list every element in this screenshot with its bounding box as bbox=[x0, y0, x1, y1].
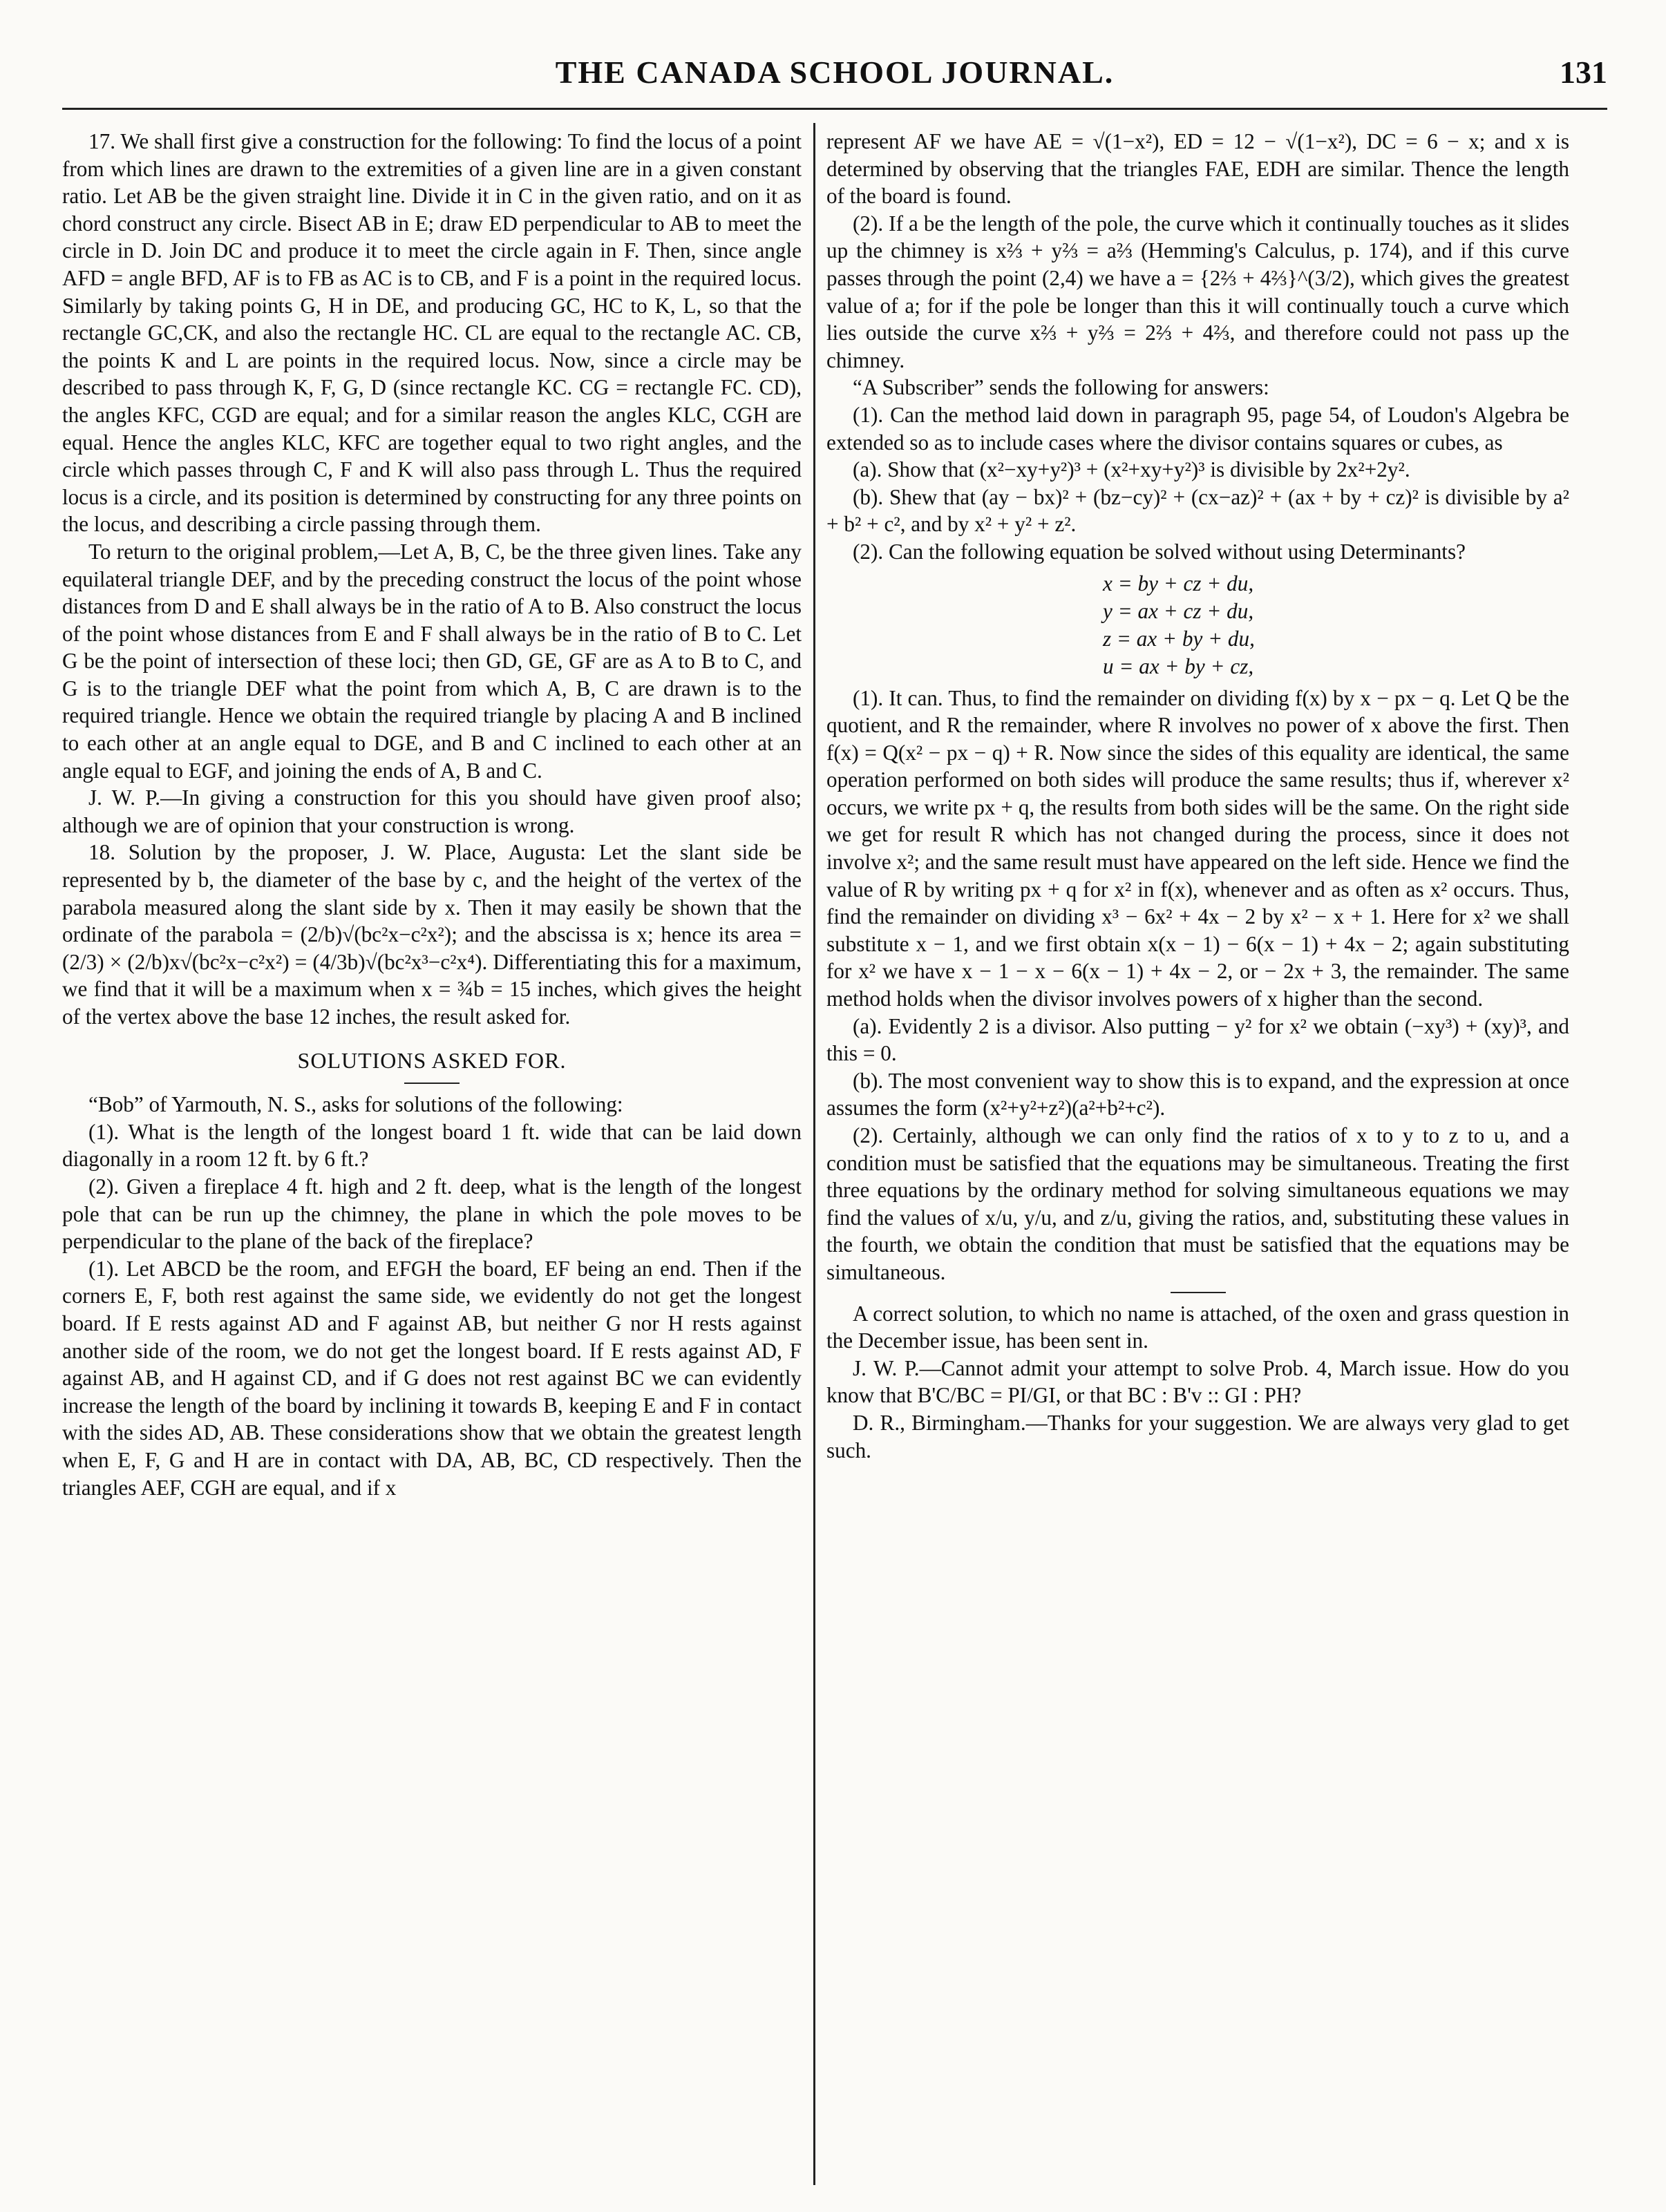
problem-17-text: 17. We shall first give a construction for the following: To find the locus of a point from which lines are drawn to the extremities of a given line are in a given constant ratio. Let AB be the given straight line. Divide it in C in the given ratio, and on it as chord construct any circle. Bisect AB in E; draw ED perpendicular to AB to meet the circle in D. Join DC and produce it to meet the circle again in F. Then, since angle AFD = angle BFD, AF is to FB as AC is to CB, and F is a point in the required locus. Similarly by taking points G, H in DE, and producing GC, HC to K, L, so that the rectangle GC,CK, and also the rectangle HC. CL are equal to the rectangle AC. CB, the points K and L are points in the required locus. Now, since a circle may be described to pass through K, F, G, D (since rectangle KC. CG = rectangle FC. CD), the angles KFC, CGD are equal; and for a similar reason the angles KLC, CGH are equal. Hence the angles KLC, KFC are together equal to two right angles, and the circle which passes through C, F and K will also pass through L. Thus the required locus is a circle, and its position is determined by constructing for any three points on the locus, and describing a circle passing through them. bbox=[62, 129, 802, 537]
bob-request: “Bob” of Yarmouth, N. S., asks for solutions of the following: bbox=[88, 1092, 623, 1117]
equation-line: u = ax + by + cz, bbox=[1103, 654, 1254, 678]
bob-question-1: (1). What is the length of the longest board 1 ft. wide that can be laid down diagonally in a room 12 ft. by 6 ft.? bbox=[62, 1119, 802, 1172]
equation-system bbox=[1103, 570, 1569, 680]
subscriber-question-2: (2). Can the following equation be solved without using Determinants? bbox=[853, 539, 1466, 564]
reply-1b: (b). The most convenient way to show this is to expand, and the expression at once assumes the form (x²+y²+z²)(a²+b²+c²). bbox=[826, 1068, 1569, 1121]
bob-question-2: (2). Given a fireplace 4 ft. high and 2 ft. deep, what is the length of the longest pole that can be run up the chimney, the plane in which the pole moves to be perpendicular to the plane of the back of the fireplace? bbox=[62, 1174, 802, 1254]
subscriber-intro: “A Subscriber” sends the following for answers: bbox=[853, 375, 1269, 400]
answer-1-continued: represent AF we have AE = √(1−x²), ED = 12 − √(1−x²), DC = 6 − x; and x is determined by observing that the triangles FAE, EDH are similar. Thence the length of the board is found. bbox=[826, 129, 1569, 209]
column-divider bbox=[813, 123, 815, 2185]
right-column bbox=[826, 128, 1569, 1464]
subscriber-question-1b: (b). Shew that (ay − bx)² + (bz−cy)² + (cx−az)² + (ax + by + cz)² is divisible by a² + b² + c², and by x² + y² + z². bbox=[826, 484, 1569, 537]
left-column bbox=[62, 128, 802, 1501]
page-header bbox=[62, 54, 1607, 110]
problem-17-continued: To return to the original problem,—Let A, B, C, be the three given lines. Take any equilateral triangle DEF, and by the preceding construct the locus of the point whose distances from D and E shall always be in the ratio of A to B. Also construct the locus of the point whose distances from E and F shall always be in the ratio of B to C. Let G be the point of intersection of these loci; then GD, GE, GF are as A to B to C, and G is to the triangle DEF what the point from which A, B, C are drawn is to the required triangle. Hence we obtain the required triangle by placing A and B inclined to each other at an angle equal to DGE, and B and C inclined to each other at an angle equal to EGF, and joining the ends of A, B and C. bbox=[62, 539, 802, 783]
answer-2: (2). If a be the length of the pole, the curve which it continually touches as it slides up the chimney is x⅔ + y⅔ = a⅔ (Hemming's Calculus, p. 174), and if this curve passes through the point (2,4) we have a = {2⅔ + 4⅔}^(3/2), which gives the greatest value of a; for if the pole be longer than this it will continually touch a curve which lies outside the curve x⅔ + y⅔ = 2⅔ + 4⅔, and therefore could not pass up the chimney. bbox=[826, 211, 1569, 372]
equation-line: z = ax + by + du, bbox=[1103, 626, 1255, 651]
jwp-note: J. W. P.—In giving a construction for this you should have given proof also; although we are of opinion that your construction is wrong. bbox=[62, 785, 802, 837]
problem-18-solution: 18. Solution by the proposer, J. W. Place, Augusta: Let the slant side be represented by b, the diameter of the base by c, and the height of the vertex of the parabola measured along the slant side by x. Then it may easily be shown that the ordinate of the parabola = (2/b)√(bc²x−c²x²); and the abscissa is x; hence its area = (2/3) × (2/b)x√(bc²x−c²x²) = (4/3b)√(bc²x³−c²x⁴). Differentiating this for a maximum, we find that it will be a maximum when x = ¾b = 15 inches, which gives the height of the vertex above the base 12 inches, the result asked for. bbox=[62, 840, 802, 1029]
reply-2: (2). Certainly, although we can only find the ratios of x to y to z to u, and a condition must be satisfied that the equations may be simultaneous. Treating the first three equations by the ordinary method for solving simultaneous equations we may find the values of x/u, y/u, and z/u, giving the ratios, and, substituting these values in the fourth, we obtain the condition that must be satisfied that the equations may be simultaneous. bbox=[826, 1123, 1569, 1284]
page-number: 131 bbox=[1560, 55, 1607, 90]
subscriber-question-1a: (a). Show that (x²−xy+y²)³ + (x²+xy+y²)³ is divisible by 2x²+2y². bbox=[853, 457, 1410, 482]
section-rule bbox=[404, 1083, 460, 1084]
reply-1: (1). It can. Thus, to find the remainder on dividing f(x) by x − px − q. Let Q be the quotient, and R the remainder, where R involves no power of x above the first. Then f(x) = Q(x² − px − q) + R. Now since the sides of this equality are identical, the same operation performed on both sides will produce the same results; thus if, wherever x² occurs, we write px + q, the results from both sides will be the same. On the right side we get for result R which has not changed during the process, since it does not involve x²; and the same result must have appeared on the left side. Hence we find the value of R by writing px + q for x² in f(x), whenever and as often as x² occurs. Thus, find the remainder on dividing x³ − 6x² + 4x − 2 by x² − x + 1. Here for x² we shall substitute x − 1, and we first obtain x(x − 1) − 6(x − 1) + 4x − 2; again substituting for x² we have x − 1 − x − 6(x − 1) + 4x − 2, or − 2x + 3, the remainder. The same method holds when the divisor involves powers of x higher than the second. bbox=[826, 685, 1569, 1011]
reply-1a: (a). Evidently 2 is a divisor. Also putting − y² for x² we obtain (−xy³) + (xy)³, and this = 0. bbox=[826, 1013, 1569, 1066]
solutions-heading: SOLUTIONS ASKED FOR. bbox=[297, 1047, 567, 1073]
answer-1: (1). Let ABCD be the room, and EFGH the board, EF being an end. Then if the corners E, F, both rest against the same side, we evidently do not get the longest board. If E rests against AD and F against AB, but neither G nor H rests against another side of the room, we do not get the longest board. If E rests against AD, F against AB, and H against CD, and if G does not rest against BC we can evidently increase the length of the board by inclining it towards B, keeping E and F in contact with the sides AD, AB. These considerations show that we obtain the greatest length when E, F, G and H are in contact with DA, AB, BC, CD respectively. Then the triangles AEF, CGH are equal, and if x bbox=[62, 1256, 802, 1500]
jwp-note-2: J. W. P.—Cannot admit your attempt to solve Prob. 4, March issue. How do you know that B'C/BC = PI/GI, or that BC : B'v :: GI : PH? bbox=[826, 1355, 1569, 1408]
section-rule bbox=[1171, 1292, 1226, 1293]
oxen-note: A correct solution, to which no name is attached, of the oxen and grass question in the December issue, has been sent in. bbox=[826, 1301, 1569, 1353]
equation-line: x = by + cz + du, bbox=[1103, 571, 1254, 595]
dr-note: D. R., Birmingham.—Thanks for your suggestion. We are always very glad to get such. bbox=[826, 1410, 1569, 1462]
equation-line: y = ax + cz + du, bbox=[1103, 598, 1254, 623]
subscriber-question-1: (1). Can the method laid down in paragraph 95, page 54, of Loudon's Algebra be extended so as to include cases where the divisor contains squares or cubes, as bbox=[826, 402, 1569, 455]
journal-title: THE CANADA SCHOOL JOURNAL. bbox=[555, 55, 1115, 90]
